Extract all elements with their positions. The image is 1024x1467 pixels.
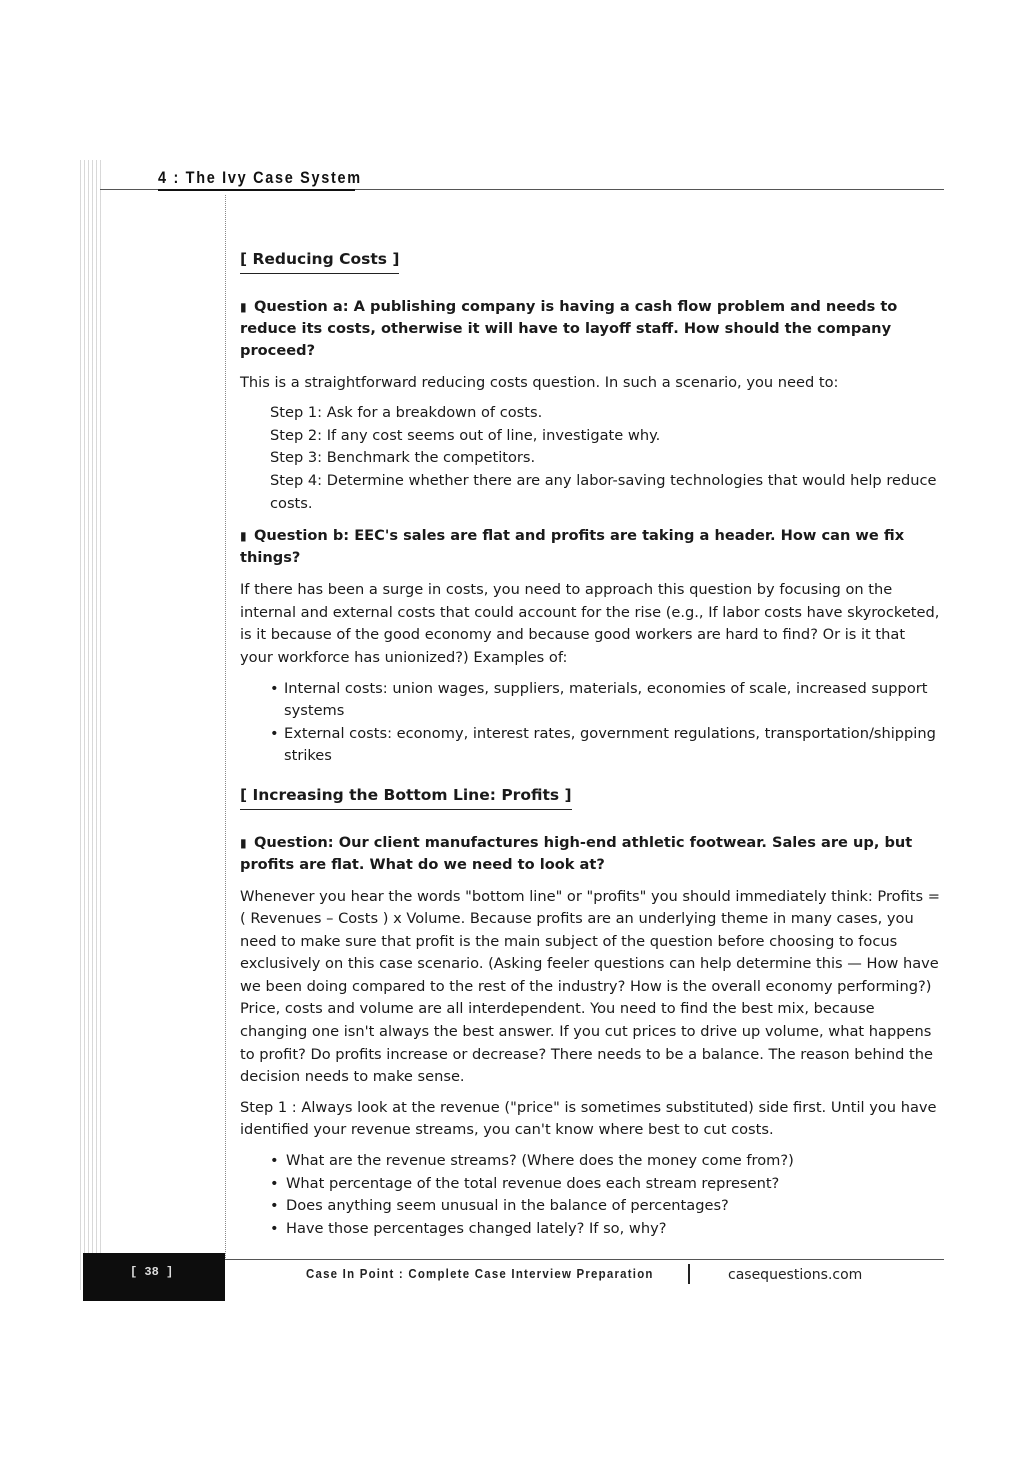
list-item: Step 4: Determine whether there are any labor-saving technologies that would help reduce costs. [270, 471, 937, 512]
examples-list [240, 678, 940, 768]
left-edge-decoration [80, 160, 104, 1290]
margin-dotted-rule [225, 195, 226, 1260]
footer-website: casequestions.com [728, 1267, 863, 1283]
page-number: [ 38 ] [130, 1265, 174, 1279]
list-item: • Have those percentages changed lately? If so, why? [270, 1218, 940, 1241]
list-item: Step 2: If any cost seems out of line, investigate why. [270, 426, 661, 444]
question-marker-icon: ▮ [240, 299, 247, 314]
footer-rule [225, 1259, 944, 1260]
section-heading-reducing-costs: [ Reducing Costs ] [240, 248, 399, 274]
page-body [240, 248, 940, 1240]
list-item: Step 3: Benchmark the competitors. [270, 449, 536, 467]
steps-list [270, 402, 940, 515]
list-item: • Internal costs: union wages, suppliers, materials, economies of scale, increased support systems [270, 678, 940, 723]
list-item: • Does anything seem unusual in the balance of percentages? [270, 1195, 940, 1218]
footer-book-title: Case In Point : Complete Case Interview Preparation [306, 1266, 654, 1281]
section-heading-profits: [ Increasing the Bottom Line: Profits ] [240, 784, 572, 810]
question-b-body: If there has been a surge in costs, you need to approach this question by focusing on the internal and external costs that could account for the rise (e.g., If labor costs have skyrocketed, is it because of the good economy and because good workers are hard to find? Or is it that your workforce has unionized?) Examples of: [240, 581, 940, 666]
reducing-costs-intro: This is a straightforward reducing costs question. In such a scenario, you need to: [240, 373, 839, 391]
footer-separator [688, 1264, 690, 1284]
chapter-header: 4 : The Ivy Case System [158, 168, 362, 187]
question-b: ▮ Question b: EEC's sales are flat and profits are taking a header. How can we fix things? [240, 527, 905, 567]
profits-body: Whenever you hear the words "bottom line" or "profits" you should immediately think: Profits = ( Revenues – Costs ) x Volume. Because profits are an underlying theme in many cases, you need to make sure that profit is the main subject of the question before choosing to focus exclusively on this case scenario. (Asking feeler questions can help determine this — How have we been doing compared to the rest of the industry? How is the overall economy performing?) Price, costs and volume are all interdependent. You need to find the best mix, because changing one isn't always the best answer. If you cut prices to drive up volume, what happens to profit? Do profits increase or decrease? There needs to be a balance. The reason behind the decision needs to make sense. [240, 887, 940, 1086]
question-marker-icon: ▮ [240, 835, 247, 850]
question-a: ▮ Question a: A publishing company is having a cash flow problem and needs to reduce its costs, otherwise it will have to layoff staff. How should the company proceed? [240, 297, 898, 359]
list-item: Step 1: Ask for a breakdown of costs. [270, 404, 543, 422]
header-underline [158, 189, 355, 191]
question-marker-icon: ▮ [240, 529, 247, 544]
list-item: • External costs: economy, interest rates, government regulations, transportation/shipping strikes [270, 723, 940, 768]
list-item: • What percentage of the total revenue does each stream represent? [270, 1173, 940, 1196]
revenue-questions-list [240, 1150, 940, 1240]
question-profits: ▮ Question: Our client manufactures high-end athletic footwear. Sales are up, but profits are flat. What do we need to look at? [240, 833, 913, 873]
list-item: • What are the revenue streams? (Where does the money come from?) [270, 1150, 940, 1173]
profits-step-1: Step 1 : Always look at the revenue ("price" is sometimes substituted) side first. Until you have identified your revenue streams, you can't know where best to cut costs. [240, 1098, 937, 1139]
